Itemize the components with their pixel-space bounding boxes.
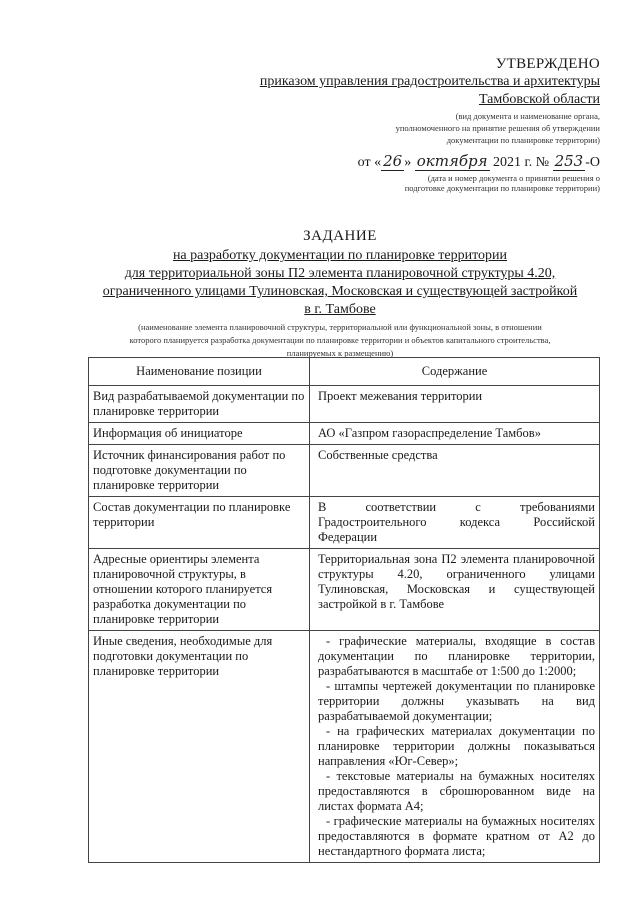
row-value: В соответствии с требованиями Градостроительного кодекса Российской Федерации [310, 497, 600, 549]
table-row [89, 386, 600, 423]
date-line [300, 152, 600, 171]
date-month: октября [416, 152, 488, 170]
list-item: - штампы чертежей документации по планировке территории должны указывать на вид разрабатываемой документации; [318, 679, 595, 723]
date-note [300, 173, 600, 193]
document-number: 253 [554, 152, 584, 170]
task-line-4: в г. Тамбове [304, 302, 376, 317]
approval-line-2: Тамбовской области [478, 92, 600, 107]
row-value-list [310, 631, 600, 863]
number-suffix: -О [585, 155, 600, 170]
row-name: Информация об инициаторе [89, 423, 310, 445]
task-line-2: для территориальной зоны П2 элемента планировочной структуры 4.20, [124, 266, 556, 281]
row-value: Собственные средства [310, 445, 600, 497]
table-row [89, 549, 600, 631]
table-header-row [89, 358, 600, 386]
row-name: Состав документации по планировке территории [89, 497, 310, 549]
row-value: Территориальная зона П2 элемента планировочной структуры 4.20, ограниченного улицами Тулиновская, Московская и существующей застройкой в г. Тамбове [310, 549, 600, 631]
approval-note-1: (вид документа и наименование органа, [455, 111, 600, 121]
row-name: Адресные ориентиры элемента планировочной структуры, в отношении которого планируется разработка документации по планировке территории [89, 549, 310, 631]
date-note-1: (дата и номер документа о принятии решения о [427, 173, 600, 183]
task-note-1: (наименование элемента планировочной структуры, территориальной или функциональной зоны, в отношении [138, 322, 542, 332]
column-header-name: Наименование позиции [89, 358, 310, 386]
task-line-1: на разработку документации по планировке территории [172, 248, 508, 263]
task-table [88, 357, 600, 863]
task-note-2: которого планируется разработка документации по планировке территории и объектов капитального строительства, [129, 335, 551, 345]
approval-note-2: уполномоченного на принятие решения об утверждении [395, 123, 600, 133]
list-item: - графические материалы на бумажных носителях предоставляются в формате кратном от А2 до нестандартного формата листа; [318, 814, 595, 858]
approval-note-3: документации по планировке территории) [446, 135, 600, 145]
row-name: Иные сведения, необходимые для подготовки документации по планировке территории [89, 631, 310, 863]
approval-title: УТВЕРЖДЕНО [495, 56, 600, 72]
table-row [89, 497, 600, 549]
row-value: АО «Газпром газораспределение Тамбов» [310, 423, 600, 445]
date-prefix: от « [357, 155, 382, 170]
date-year: 2021 г. № [493, 155, 550, 170]
task-block [80, 228, 600, 358]
table-row [89, 423, 600, 445]
row-name: Источник финансирования работ по подготовке документации по планировке территории [89, 445, 310, 497]
row-value: Проект межевания территории [310, 386, 600, 423]
row-name: Вид разрабатываемой документации по планировке территории [89, 386, 310, 423]
approval-line-1: приказом управления градостроительства и архитектуры [259, 74, 600, 89]
task-line-3: ограниченного улицами Тулиновская, Московская и существующей застройкой [102, 284, 578, 299]
date-day: 26 [383, 152, 403, 170]
list-item: - текстовые материалы на бумажных носителях предоставляются в сброшюрованном виде на листах формата А4; [318, 769, 595, 813]
list-item: - на графических материалах документации по планировке территории должны показываться направления «Юг-Север»; [318, 724, 595, 768]
column-header-content: Содержание [310, 358, 600, 386]
task-note-3: планируемых к размещению) [286, 348, 394, 358]
list-item: - графические материалы, входящие в состав документации по планировке территории, разрабатываются в масштабе от 1:500 до 1:2000; [318, 634, 595, 678]
table-row [89, 631, 600, 863]
task-heading: ЗАДАНИЕ [303, 228, 377, 244]
date-note-2: подготовке документации по планировке территории) [404, 183, 600, 193]
table-row [89, 445, 600, 497]
approval-block [200, 56, 600, 145]
date-mid: » [404, 155, 412, 170]
